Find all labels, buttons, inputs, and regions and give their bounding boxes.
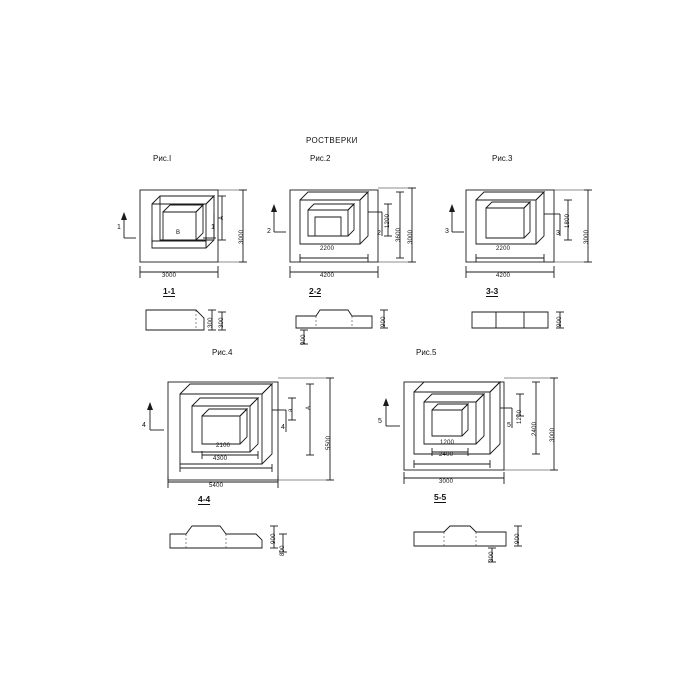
- section-label-5-5: 5-5: [434, 492, 447, 502]
- dim-fig5-mid: 2400: [439, 452, 454, 458]
- dim-fig4-right-small: a: [288, 408, 294, 412]
- dim-fig5-right-outer: 3000: [550, 427, 556, 442]
- dim-fig5-right-inner: 1200: [517, 409, 523, 424]
- dim-fig2-section-1: 900: [381, 316, 387, 327]
- dim-fig1-right-outer: 3000: [239, 229, 245, 244]
- figure-label-2: Рис.2: [310, 154, 331, 163]
- section-marker-2-left: 2: [267, 228, 271, 235]
- dim-fig1-bottom: 3000: [162, 273, 177, 279]
- section-label-3-3: 3-3: [486, 286, 499, 296]
- figure-label-4: Рис.4: [212, 348, 233, 357]
- dim-fig3-right-outer: 3000: [584, 229, 590, 244]
- dim-fig2-section-2: 900: [301, 334, 307, 345]
- dim-fig4-mid: 4300: [213, 456, 228, 462]
- section-marker-5-right: 5: [507, 422, 511, 429]
- dim-fig1-right-inner: A: [219, 215, 225, 220]
- dim-fig2-right-mid: 3600: [396, 227, 402, 242]
- section-label-4-4: 4-4: [198, 494, 211, 504]
- figure-label-3: Рис.3: [492, 154, 513, 163]
- dim-fig3-right-inner: 1800: [565, 213, 571, 228]
- dim-fig2-bottom: 4200: [320, 273, 335, 279]
- figure-label-5: Рис.5: [416, 348, 437, 357]
- dim-fig4-right-outer: 5500: [326, 435, 332, 450]
- dim-fig5-bottom: 3000: [439, 479, 454, 485]
- dim-fig5-right-mid: 2400: [532, 421, 538, 436]
- dim-fig5-section-2: 300: [489, 551, 495, 562]
- dim-fig5-inner: 1200: [440, 440, 455, 446]
- section-marker-2-right: 2: [377, 230, 381, 237]
- dim-fig2-right-outer: 3000: [408, 229, 414, 244]
- section-label-2-2: 2-2: [309, 286, 322, 296]
- dim-fig4-section-1: 900: [271, 533, 277, 544]
- dim-fig2-right-inner: 1200: [385, 213, 391, 228]
- dim-fig4-inner: 2100: [216, 443, 231, 449]
- dim-fig4-bottom: 5400: [209, 483, 224, 489]
- section-label-1-1: 1-1: [163, 286, 176, 296]
- section-marker-3-left: 3: [445, 228, 449, 235]
- dim-fig2-inner: 2200: [320, 246, 335, 252]
- section-marker-1-right: 1: [211, 224, 215, 231]
- dim-fig1-section-1: 300: [208, 317, 214, 328]
- dim-fig1-inner: B: [176, 230, 181, 236]
- dim-fig5-section-1: 900: [515, 533, 521, 544]
- dim-fig4-section-2: 800: [280, 545, 286, 556]
- section-marker-4-left: 4: [142, 422, 146, 429]
- section-marker-1-left: 1: [117, 224, 121, 231]
- dim-fig4-right-inner: A: [306, 405, 312, 410]
- dim-fig1-section-2: 300: [219, 317, 225, 328]
- dim-fig3-section-1: 900: [557, 316, 563, 327]
- figure-label-1: Рис.I: [153, 154, 172, 163]
- sheet-title: РОСТВЕРКИ: [306, 136, 358, 145]
- section-marker-5-left: 5: [378, 418, 382, 425]
- section-marker-3-right: 3: [556, 230, 560, 237]
- dim-fig3-inner: 2200: [496, 246, 511, 252]
- dim-fig3-bottom: 4200: [496, 273, 511, 279]
- section-marker-4-right: 4: [281, 424, 285, 431]
